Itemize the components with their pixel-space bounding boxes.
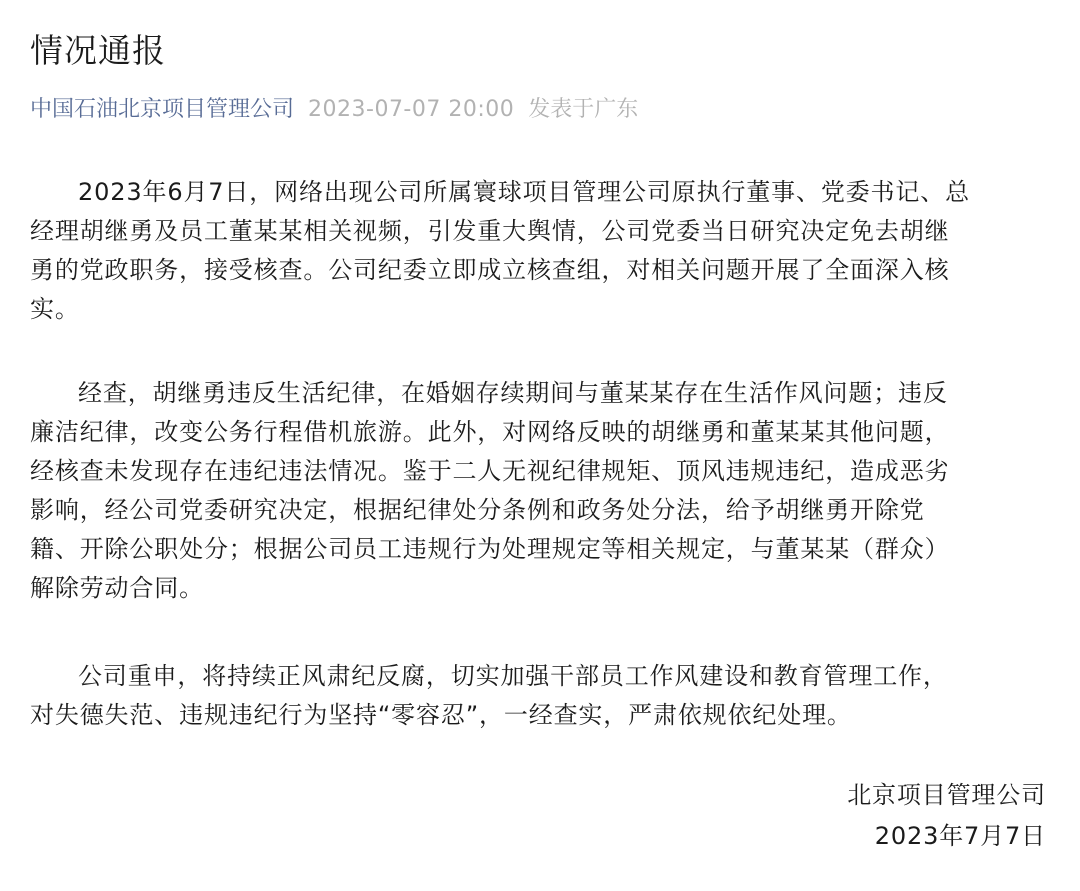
paragraph-line: 经查，胡继勇违反生活纪律，在婚姻存续期间与董某某存在生活作风问题；违反 <box>78 379 948 407</box>
paragraph-line: 影响，经公司党委研究决定，根据纪律处分条例和政务处分法，给予胡继勇开除党 <box>30 496 925 524</box>
paragraph-line: 对失德失范、违规违纪行为坚持“零容忍”，一经查实，严肃依规依纪处理。 <box>30 701 852 729</box>
paragraph-line: 公司重申，将持续正风肃纪反腐，切实加强干部员工作风建设和教育管理工作， <box>78 662 948 690</box>
paragraph-line: 勇的党政职务，接受核查。公司纪委立即成立核查组，对相关问题开展了全面深入核 <box>30 256 950 284</box>
paragraph-line: 解除劳动合同。 <box>30 574 204 602</box>
paragraph-line: 实。 <box>30 295 80 323</box>
paragraph-3 <box>30 657 1058 735</box>
signature-date: 2023年7月7日 <box>874 822 1046 850</box>
paragraph-line: 经核查未发现存在违纪违法情况。鉴于二人无视纪律规矩、顶风违规违纪，造成恶劣 <box>30 457 950 485</box>
signature-organization: 北京项目管理公司 <box>847 781 1046 809</box>
article-meta <box>30 92 638 128</box>
paragraph-2 <box>30 374 1058 608</box>
publish-location: 发表于广东 <box>528 97 639 122</box>
account-name-link[interactable]: 中国石油北京项目管理公司 <box>30 97 295 122</box>
paragraph-line: 2023年6月7日，网络出现公司所属寰球项目管理公司原执行董事、党委书记、总 <box>78 178 970 206</box>
paragraph-line: 廉洁纪律，改变公务行程借机旅游。此外，对网络反映的胡继勇和董某某其他问题， <box>30 418 950 446</box>
paragraph-line: 籍、开除公职处分；根据公司员工违规行为处理规定等相关规定，与董某某（群众） <box>30 535 950 563</box>
paragraph-line: 经理胡继勇及员工董某某相关视频，引发重大舆情，公司党委当日研究决定免去胡继 <box>30 217 950 245</box>
article-title: 情况通报 <box>30 31 166 70</box>
publish-time: 2023-07-07 20:00 <box>308 97 515 122</box>
paragraph-1 <box>30 173 1058 329</box>
